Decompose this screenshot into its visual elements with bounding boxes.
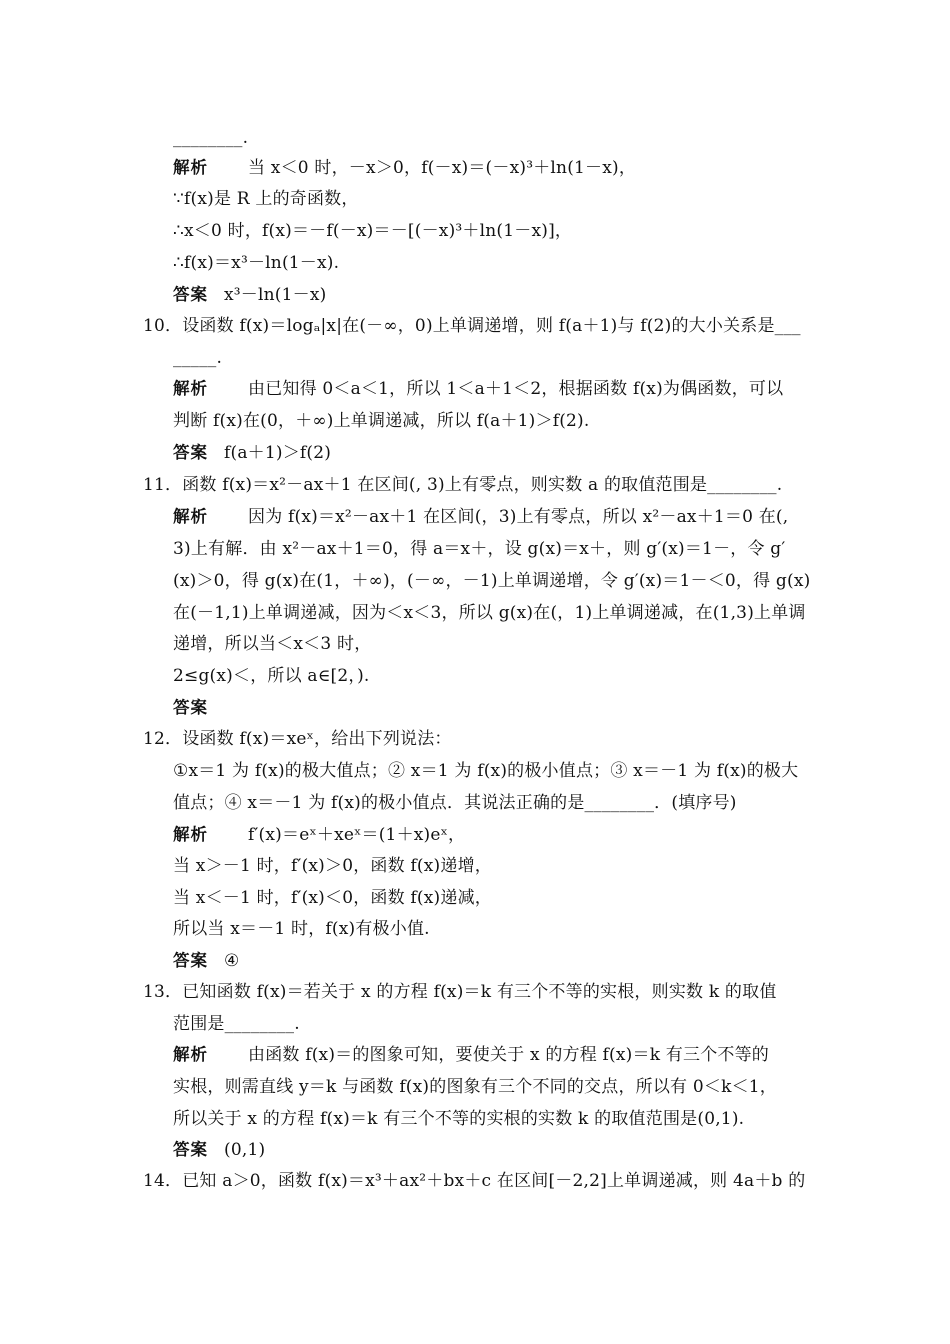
question-10-continuation: _____. [173,348,223,368]
question-13-continuation: 范围是________. [173,1014,300,1034]
solution-line [173,506,788,528]
solution-line: ∴x＜0 时，f(x)＝－f(－x)＝－[(－x)³＋ln(1－x)]， [173,221,573,241]
solution-text: f′(x)＝eˣ＋xeˣ＝(1＋x)eˣ， [248,825,466,845]
answer-line [173,950,239,972]
solution-line: 所以当 x＝－1 时，f(x)有极小值. [173,919,430,939]
answer-label: 答案 [173,951,208,970]
solution-line: ∴f(x)＝x³－ln(1－x). [173,253,340,273]
solution-label: 解析 [173,158,208,177]
solution-line: 当 x＞－1 时，f′(x)＞0，函数 f(x)递增， [173,856,492,876]
solution-line: (x)＞0，得 g(x)在(1，＋∞)，(－∞，－1)上单调递增，令 g′(x)＝1－＜0，得 g(x) [173,571,811,591]
answer-text: (0,1) [224,1140,266,1160]
solution-text: 当 x＜0 时，－x＞0，f(－x)＝(－x)³＋ln(1－x)， [248,158,637,178]
answer-label: 答案 [173,443,208,462]
answer-label: 答案 [173,1140,208,1159]
solution-line: 在(－1,1)上单调递减，因为＜x＜3，所以 g(x)在(，1)上单调递减，在(1,3)上单调 [173,603,806,623]
solution-label: 解析 [173,379,208,398]
solution-label: 解析 [173,507,208,526]
question-13: 13．已知函数 f(x)＝若关于 x 的方程 f(x)＝k 有三个不等的实根，则实数 k 的取值 [143,982,777,1002]
question-12-options: ①x＝1 为 f(x)的极大值点；② x＝1 为 f(x)的极小值点；③ x＝－1 为 f(x)的极大 [173,761,799,781]
solution-line [173,157,636,179]
answer-text: f(a＋1)＞f(2) [224,443,332,463]
solution-label: 解析 [173,825,208,844]
solution-text: 由已知得 0＜a＜1，所以 1＜a＋1＜2，根据函数 f(x)为偶函数，可以 [248,379,784,399]
question-12: 12．设函数 f(x)＝xeˣ，给出下列说法： [143,729,452,749]
answer-label: 答案 [173,698,208,717]
solution-line: 2≤g(x)＜，所以 a∈[2，). [173,666,370,686]
solution-line: 实根，则需直线 y＝k 与函数 f(x)的图象有三个不同的交点，所以有 0＜k＜1， [173,1077,777,1097]
question-10: 10．设函数 f(x)＝logₐ|x|在(－∞，0)上单调递增，则 f(a＋1)与 f(2)的大小关系是___ [143,316,801,336]
answer-line [173,284,326,306]
answer-blank-continuation: ________. [173,128,249,148]
solution-line: 3)上有解．由 x²－ax＋1＝0，得 a＝x＋，设 g(x)＝x＋，则 g′(x)＝1－，令 g′ [173,539,786,559]
question-12-options: 值点；④ x＝－1 为 f(x)的极小值点．其说法正确的是________．(填序号) [173,793,737,813]
solution-label: 解析 [173,1045,208,1064]
solution-line [173,378,783,400]
question-11: 11．函数 f(x)＝x²－ax＋1 在区间(, 3)上有零点，则实数 a 的取值范围是________. [143,475,783,495]
solution-line: 所以关于 x 的方程 f(x)＝k 有三个不等的实根的实数 k 的取值范围是(0,1). [173,1109,745,1129]
solution-line: 递增，所以当＜x＜3 时， [173,634,372,654]
answer-line [173,442,331,464]
solution-line: 当 x＜－1 时，f′(x)＜0，函数 f(x)递减， [173,888,492,908]
solution-text: 因为 f(x)＝x²－ax＋1 在区间(，3)上有零点，所以 x²－ax＋1＝0 在(, [248,507,789,527]
answer-line [173,1139,265,1161]
question-14: 14．已知 a＞0，函数 f(x)＝x³＋ax²＋bx＋c 在区间[－2,2]上单调递减，则 4a＋b 的 [143,1171,806,1191]
solution-line [173,824,465,846]
solution-line: 判断 f(x)在(0，＋∞)上单调递减，所以 f(a＋1)＞f(2). [173,411,590,431]
solution-line [173,1044,769,1066]
answer-line [173,697,208,719]
solution-line: ∵f(x)是 R 上的奇函数， [173,189,359,209]
answer-label: 答案 [173,285,208,304]
answer-text: ④ [224,951,240,971]
solution-text: 由函数 f(x)＝的图象可知，要使关于 x 的方程 f(x)＝k 有三个不等的 [248,1045,769,1065]
answer-text: x³－ln(1－x) [224,285,327,305]
